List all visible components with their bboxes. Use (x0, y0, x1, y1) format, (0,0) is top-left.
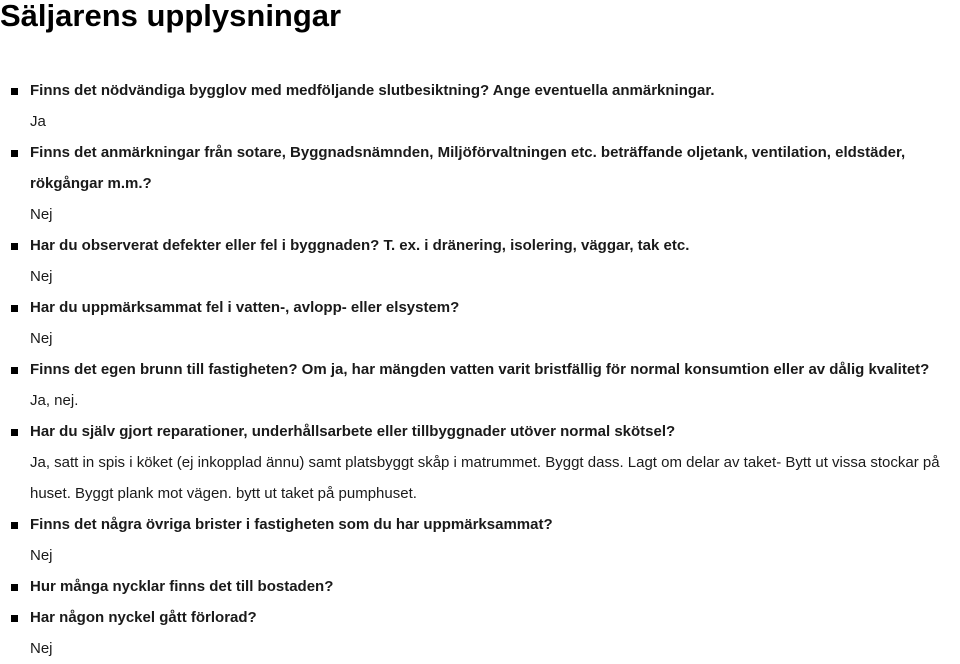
answer-text: Nej (30, 547, 53, 564)
square-bullet-icon (11, 305, 18, 312)
question-line: Finns det egen brunn till fastigheten? Om ja, har mängden vatten varit bristfällig för normal konsumtion eller av dålig kvalitet? (30, 361, 930, 378)
list-item (0, 602, 960, 664)
list-item (0, 509, 960, 571)
square-bullet-icon (11, 150, 18, 157)
question-text (0, 509, 960, 540)
list-item (0, 137, 960, 230)
question-line: Har du uppmärksammat fel i vatten-, avlopp- eller elsystem? (30, 299, 460, 316)
question-line: rökgångar m.m.? (30, 175, 152, 192)
square-bullet-icon (11, 584, 18, 591)
square-bullet-icon (11, 367, 18, 374)
question-text (0, 571, 960, 602)
question-text (0, 602, 960, 633)
list-item (0, 571, 960, 602)
list-item (0, 354, 960, 416)
square-bullet-icon (11, 615, 18, 622)
answer-text: Ja, satt in spis i köket (ej inkopplad ännu) samt platsbyggt skåp i matrummet. Byggt dass. Lagt om delar av taket- Bytt ut vissa stockar på (30, 454, 940, 471)
list-item (0, 292, 960, 354)
question-text (0, 416, 960, 447)
question-text (0, 75, 960, 106)
question-text (0, 137, 960, 168)
question-line: Har någon nyckel gått förlorad? (30, 609, 257, 626)
answer-text: Nej (30, 268, 53, 285)
question-text (0, 168, 960, 199)
answer-text: Ja, nej. (30, 392, 79, 409)
question-line: Hur många nycklar finns det till bostaden? (30, 578, 334, 595)
list-item (0, 230, 960, 292)
square-bullet-icon (11, 88, 18, 95)
question-line: Finns det nödvändiga bygglov med medföljande slutbesiktning? Ange eventuella anmärkningar. (30, 82, 715, 99)
page-title: Säljarens upplysningar (0, 0, 342, 33)
question-text (0, 354, 960, 385)
answer-text: Nej (30, 206, 53, 223)
question-line: Finns det några övriga brister i fastigheten som du har uppmärksammat? (30, 516, 553, 533)
list-item (0, 75, 960, 137)
answer-text: Ja (30, 113, 46, 130)
answer-text: huset. Byggt plank mot vägen. bytt ut taket på pumphuset. (30, 485, 417, 502)
question-text (0, 230, 960, 261)
question-line: Har du själv gjort reparationer, underhållsarbete eller tillbyggnader utöver normal skötsel? (30, 423, 676, 440)
answer-text: Nej (30, 640, 53, 657)
answer-text: Nej (30, 330, 53, 347)
list-item (0, 416, 960, 509)
square-bullet-icon (11, 522, 18, 529)
square-bullet-icon (11, 429, 18, 436)
question-line: Har du observerat defekter eller fel i byggnaden? T. ex. i dränering, isolering, väggar, tak etc. (30, 237, 690, 254)
question-line: Finns det anmärkningar från sotare, Byggnadsnämnden, Miljöförvaltningen etc. beträffande oljetank, ventilation, eldstäder, (30, 144, 906, 161)
square-bullet-icon (11, 243, 18, 250)
qa-list (0, 75, 960, 664)
question-text (0, 292, 960, 323)
